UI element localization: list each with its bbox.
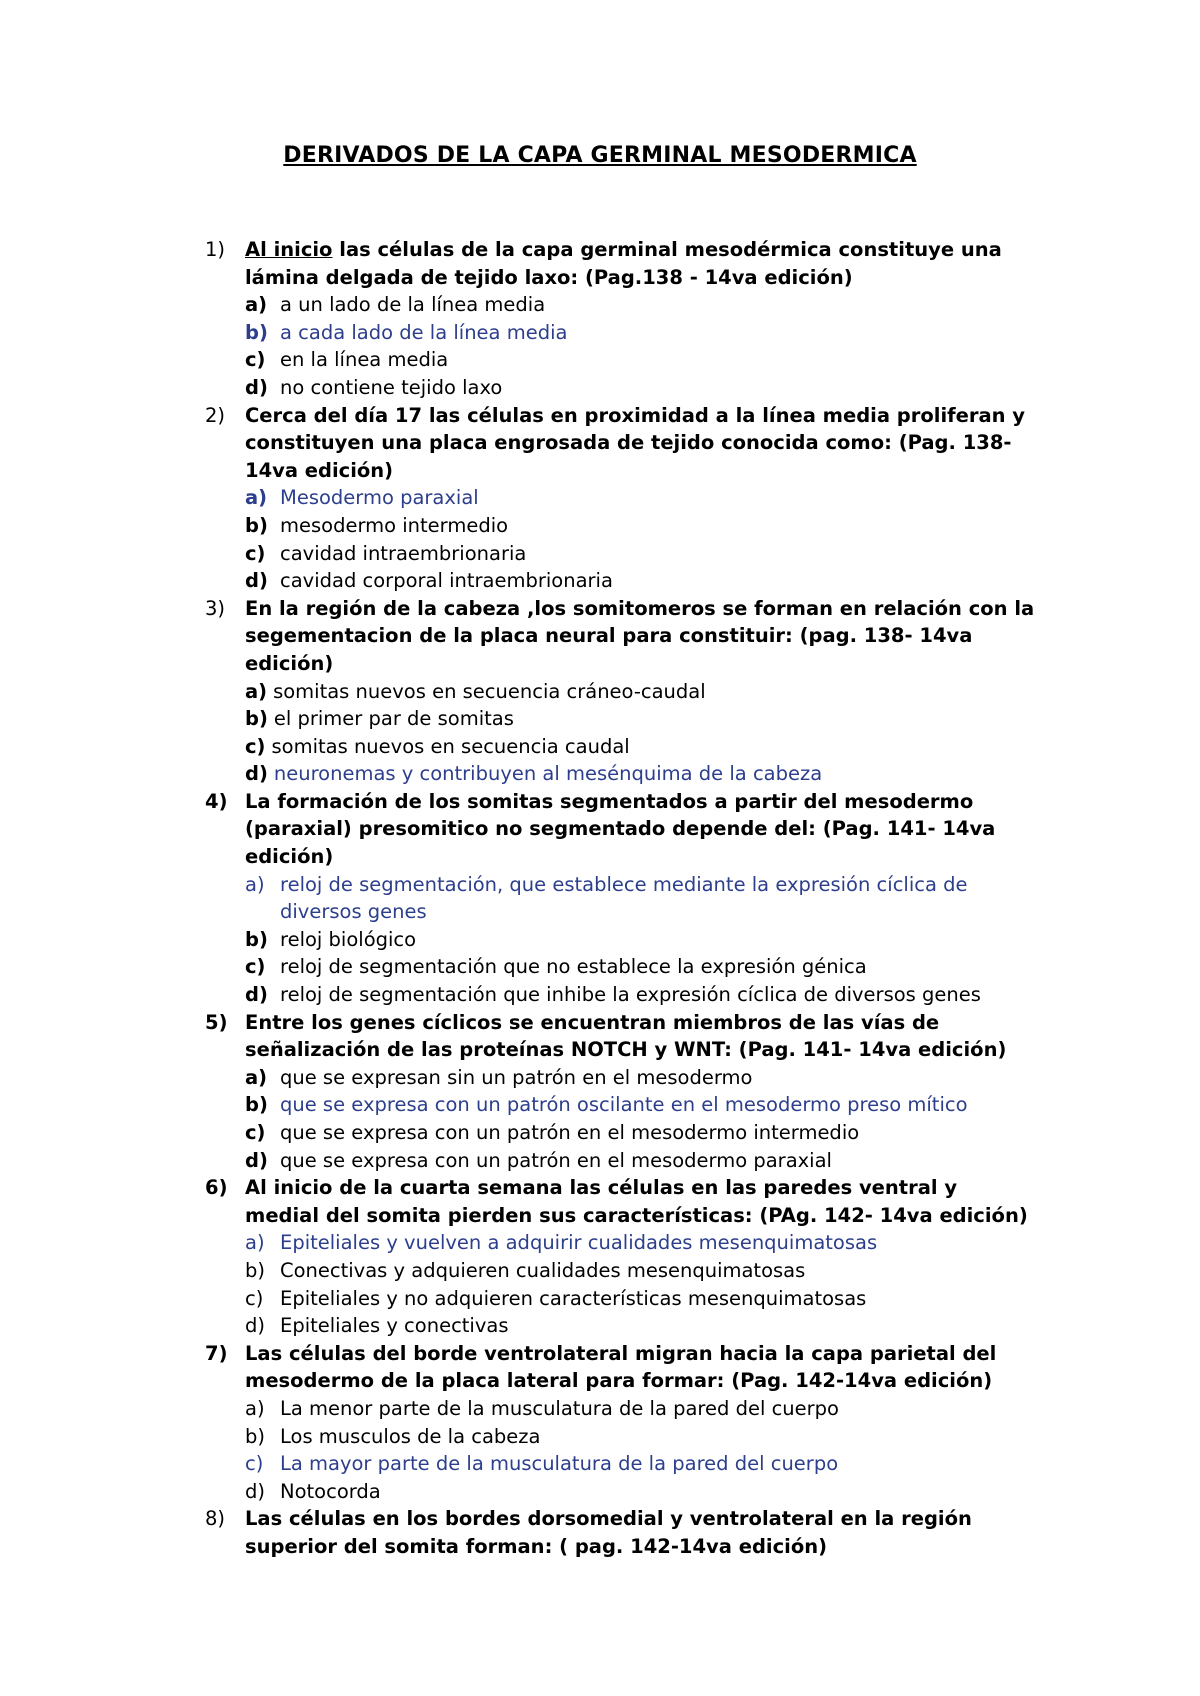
option-letter: b) xyxy=(245,707,268,731)
question-3 xyxy=(205,595,1035,788)
option-text: Conectivas y adquieren cualidades mesenquimatosas xyxy=(280,1258,806,1282)
option-text: mesodermo intermedio xyxy=(280,513,509,537)
option-text: Los musculos de la cabeza xyxy=(280,1424,541,1448)
question-8 xyxy=(205,1505,1035,1560)
option-text: Mesodermo paraxial xyxy=(280,486,479,510)
option-list xyxy=(205,1395,1035,1505)
option-text: cavidad corporal intraembrionaria xyxy=(280,569,613,593)
option-letter: c) xyxy=(245,1286,264,1310)
option-text: no contiene tejido laxo xyxy=(280,375,503,399)
option-d xyxy=(245,1147,1035,1175)
question-header xyxy=(205,1505,1035,1560)
option-d xyxy=(245,1312,1035,1340)
option-letter: b) xyxy=(245,927,268,951)
option-text: que se expresan sin un patrón en el mesodermo xyxy=(280,1065,753,1089)
option-list xyxy=(205,678,1035,788)
option-letter: d) xyxy=(245,1479,265,1503)
option-list xyxy=(205,484,1035,594)
option-letter: a) xyxy=(245,293,268,317)
option-text: reloj de segmentación que inhibe la expresión cíclica de diversos genes xyxy=(280,983,981,1007)
option-text: neuronemas y contribuyen al mesénquima de la cabeza xyxy=(273,762,823,786)
question-header xyxy=(205,236,1035,291)
option-b xyxy=(245,926,1035,954)
option-text: somitas nuevos en secuencia cráneo-caudal xyxy=(273,679,706,703)
question-6 xyxy=(205,1174,1035,1340)
option-letter: c) xyxy=(245,1452,264,1476)
option-a-correct xyxy=(245,871,1035,926)
question-header xyxy=(205,1174,1035,1229)
question-5 xyxy=(205,1009,1035,1175)
option-d xyxy=(245,374,1035,402)
question-text: Las células del borde ventrolateral migran hacia la capa parietal del mesodermo de la placa lateral para formar: (Pag. 142-14va edición) xyxy=(245,1341,997,1393)
option-b-correct xyxy=(245,1091,1035,1119)
option-text: Epiteliales y no adquieren características mesenquimatosas xyxy=(280,1286,867,1310)
option-letter: a) xyxy=(245,1065,268,1089)
option-text: en la línea media xyxy=(280,348,449,372)
question-number: 3) xyxy=(205,596,226,620)
option-text: a cada lado de la línea media xyxy=(280,320,568,344)
question-4 xyxy=(205,788,1035,1009)
option-text: reloj biológico xyxy=(280,927,417,951)
option-letter: a) xyxy=(245,1231,265,1255)
option-text: Epiteliales y vuelven a adquirir cualidades mesenquimatosas xyxy=(280,1231,878,1255)
question-number: 2) xyxy=(205,403,226,427)
option-letter: d) xyxy=(245,1314,265,1338)
option-text: La mayor parte de la musculatura de la pared del cuerpo xyxy=(280,1452,839,1476)
option-text: reloj de segmentación que no establece la expresión génica xyxy=(280,955,867,979)
question-text: Al inicio de la cuarta semana las células en las paredes ventral y medial del somita pierden sus características: (PAg. 142- 14va edición) xyxy=(245,1176,1028,1227)
option-a-correct xyxy=(245,1229,1035,1257)
option-letter: d) xyxy=(245,569,268,593)
option-b xyxy=(245,1257,1035,1285)
question-header xyxy=(205,1340,1035,1395)
option-b-correct xyxy=(245,319,1035,347)
option-text: cavidad intraembrionaria xyxy=(280,541,527,565)
option-b xyxy=(245,1423,1035,1451)
option-text: a un lado de la línea media xyxy=(280,293,546,317)
question-number: 8) xyxy=(205,1507,226,1531)
question-number: 6) xyxy=(205,1176,228,1200)
question-header xyxy=(205,402,1035,485)
option-letter: c) xyxy=(245,734,266,758)
option-letter: b) xyxy=(245,1258,265,1282)
option-letter: c) xyxy=(245,541,266,565)
option-list xyxy=(205,1229,1035,1339)
question-7 xyxy=(205,1340,1035,1506)
option-d xyxy=(245,1478,1035,1506)
option-c xyxy=(245,953,1035,981)
option-c-correct xyxy=(245,1450,1035,1478)
option-text: que se expresa con un patrón en el mesodermo paraxial xyxy=(280,1148,832,1172)
option-b xyxy=(245,512,1035,540)
question-body: las células de la capa germinal mesodérmica constituye una lámina delgada de tejido laxo: (Pag.138 - 14va edición) xyxy=(245,238,1002,289)
option-letter: a) xyxy=(245,486,268,510)
option-list xyxy=(205,871,1035,1009)
option-a-correct xyxy=(245,484,1035,512)
option-a xyxy=(245,1064,1035,1092)
option-c xyxy=(245,733,1035,761)
option-letter: a) xyxy=(245,1396,265,1420)
option-text: Notocorda xyxy=(280,1479,381,1503)
option-d xyxy=(245,981,1035,1009)
question-header xyxy=(205,1009,1035,1064)
option-c xyxy=(245,1119,1035,1147)
option-d xyxy=(245,567,1035,595)
option-text: reloj de segmentación, que establece mediante la expresión cíclica de diversos genes xyxy=(280,872,968,924)
option-letter: b) xyxy=(245,1424,265,1448)
question-text: La formación de los somitas segmentados a partir del mesodermo (paraxial) presomitico no segmentado depende del: (Pag. 141- 14va edición) xyxy=(245,789,996,869)
question-list xyxy=(205,236,1035,1561)
option-list xyxy=(205,1064,1035,1174)
option-a xyxy=(245,291,1035,319)
option-letter: b) xyxy=(245,1093,268,1117)
question-text xyxy=(245,236,1035,291)
option-letter: c) xyxy=(245,1121,266,1144)
option-text: que se expresa con un patrón en el mesodermo intermedio xyxy=(280,1121,860,1144)
option-letter: a) xyxy=(245,872,265,896)
question-number: 1) xyxy=(205,238,226,261)
option-c xyxy=(245,540,1035,568)
option-c xyxy=(245,346,1035,374)
question-number: 7) xyxy=(205,1341,228,1365)
option-letter: a) xyxy=(245,679,268,703)
option-letter: b) xyxy=(245,320,268,344)
document-title: DERIVADOS DE LA CAPA GERMINAL MESODERMICA xyxy=(283,143,917,168)
question-text: Las células en los bordes dorsomedial y ventrolateral en la región superior del somita forman: ( pag. 142-14va edición) xyxy=(245,1507,972,1558)
option-text: Epiteliales y conectivas xyxy=(280,1314,509,1338)
option-letter: d) xyxy=(245,1148,268,1172)
question-2 xyxy=(205,402,1035,595)
question-number: 5) xyxy=(205,1010,228,1034)
question-1 xyxy=(205,236,1035,402)
question-number: 4) xyxy=(205,789,228,813)
option-text: que se expresa con un patrón oscilante en el mesodermo preso mítico xyxy=(280,1093,968,1117)
option-text: somitas nuevos en secuencia caudal xyxy=(271,734,630,758)
option-b xyxy=(245,705,1035,733)
option-list xyxy=(205,291,1035,401)
question-header xyxy=(205,788,1035,871)
option-letter: d) xyxy=(245,762,268,786)
option-letter: d) xyxy=(245,375,268,399)
question-lead: Al inicio xyxy=(245,238,333,261)
option-letter: c) xyxy=(245,955,266,979)
option-d-correct xyxy=(245,760,1035,788)
option-c xyxy=(245,1285,1035,1313)
option-letter: b) xyxy=(245,513,268,537)
option-a xyxy=(245,1395,1035,1423)
question-text: Entre los genes cíclicos se encuentran miembros de las vías de señalización de las proteínas NOTCH y WNT: (Pag. 141- 14va edición) xyxy=(245,1010,1007,1062)
option-letter: d) xyxy=(245,983,268,1007)
option-text: La menor parte de la musculatura de la pared del cuerpo xyxy=(280,1396,839,1420)
question-header xyxy=(205,595,1035,678)
option-letter: c) xyxy=(245,348,266,372)
question-text: Cerca del día 17 las células en proximidad a la línea media proliferan y constituyen una placa engrosada de tejido conocida como: (Pag. 138-14va edición) xyxy=(245,403,1025,482)
option-text: el primer par de somitas xyxy=(273,707,514,731)
question-text: En la región de la cabeza ,los somitomeros se forman en relación con la segementacion de la placa neural para constituir: (pag. 138- 14va edición) xyxy=(245,596,1035,675)
option-a xyxy=(245,678,1035,706)
